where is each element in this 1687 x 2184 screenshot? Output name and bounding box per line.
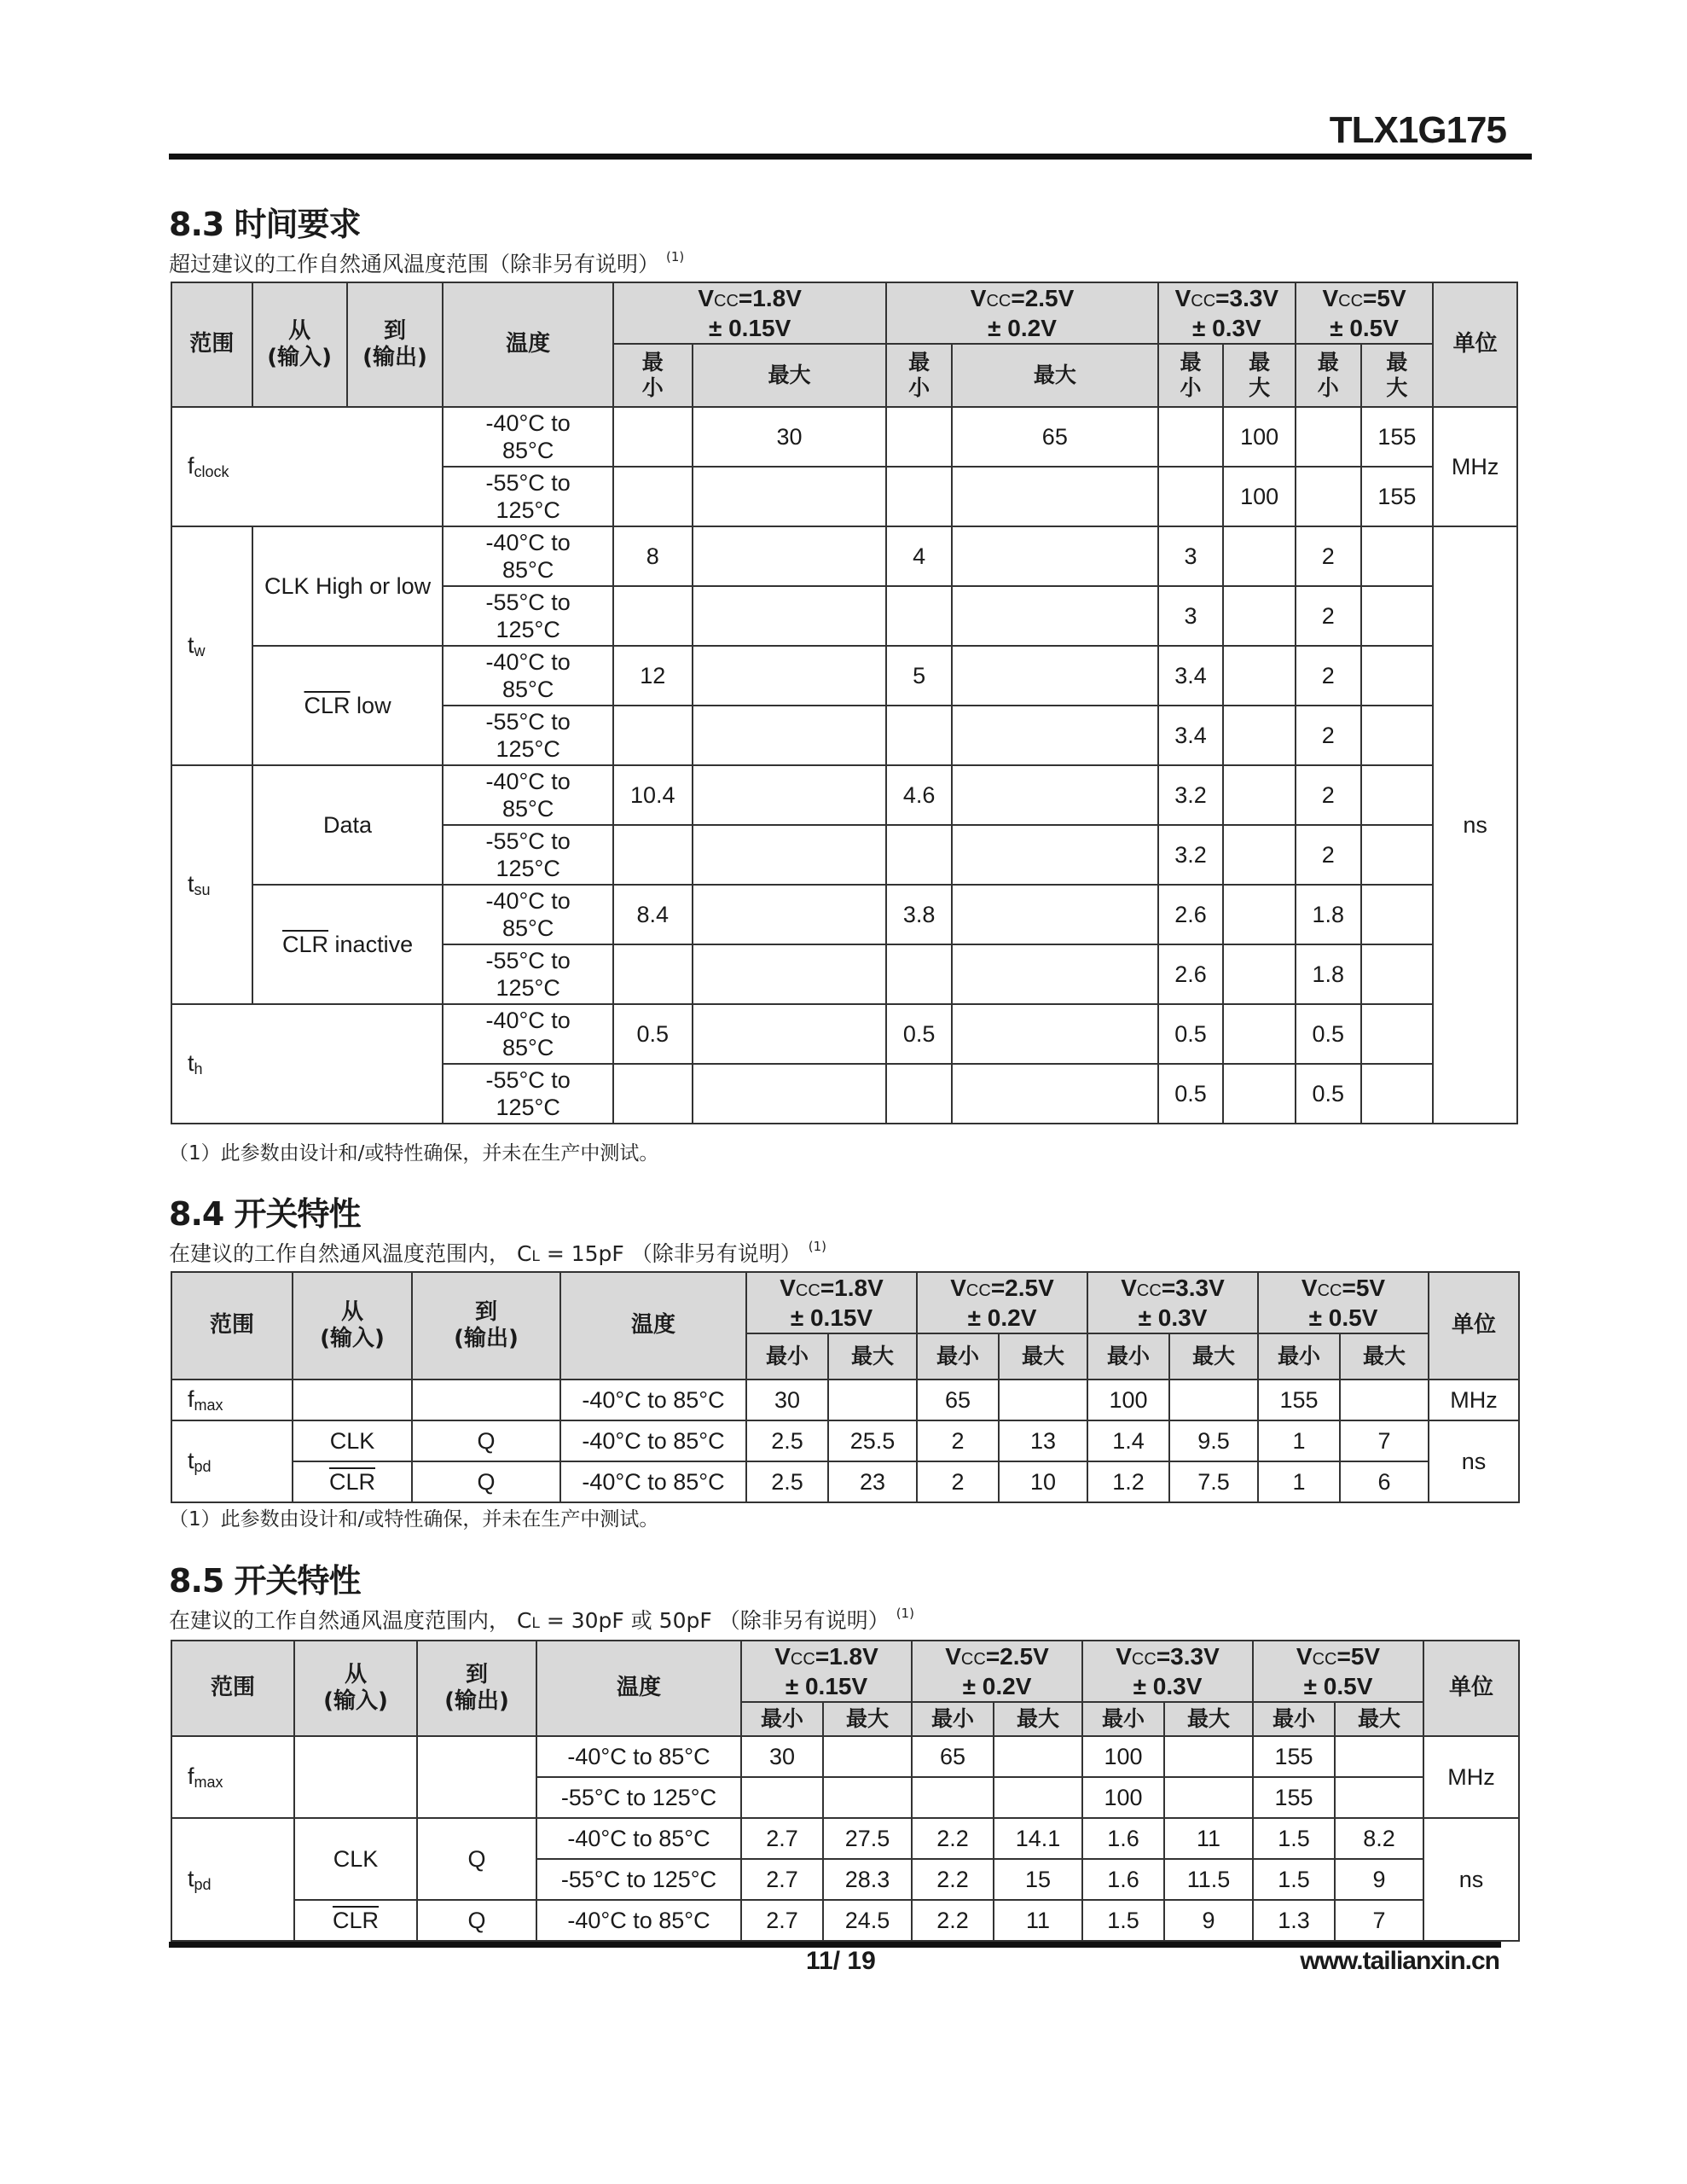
value-cell xyxy=(1223,646,1296,706)
col-min: 最小 xyxy=(1087,1333,1169,1380)
value-cell xyxy=(693,646,887,706)
value-cell: 3.4 xyxy=(1158,646,1224,706)
condition-cell: $\overline{CLR}$ inactive xyxy=(252,885,443,1004)
value-cell xyxy=(952,885,1158,944)
value-cell: 9 xyxy=(1164,1900,1253,1941)
col-temp: 温度 xyxy=(443,282,613,407)
value-cell xyxy=(886,944,952,1004)
value-cell: 9.5 xyxy=(1169,1420,1258,1461)
value-cell xyxy=(1223,706,1296,765)
value-cell xyxy=(1335,1736,1423,1777)
value-cell xyxy=(952,467,1158,526)
value-cell xyxy=(1169,1380,1258,1420)
value-cell xyxy=(994,1736,1082,1777)
temperature-cell: -55°C to 125°C xyxy=(443,586,613,646)
table-row xyxy=(171,1420,1519,1461)
temperature-cell: -40°C to 85°C xyxy=(443,526,613,586)
value-cell xyxy=(1164,1777,1253,1818)
value-cell: 1.2 xyxy=(1087,1461,1169,1502)
value-cell: 3.4 xyxy=(1158,706,1224,765)
value-cell: 7 xyxy=(1340,1420,1429,1461)
value-cell: 100 xyxy=(1082,1777,1164,1818)
col-vcc-2v5: VCC=2.5V ± 0.2V xyxy=(912,1641,1082,1702)
col-min: 最 小 xyxy=(1158,344,1224,407)
to-cell: Q xyxy=(417,1900,536,1941)
timing-requirements-table xyxy=(171,282,1518,1124)
col-max: 最大 xyxy=(1169,1333,1258,1380)
table-row xyxy=(171,765,1517,825)
from-cell xyxy=(294,1736,417,1818)
value-cell xyxy=(1223,1004,1296,1064)
value-cell: 27.5 xyxy=(823,1818,912,1859)
value-cell: 3.2 xyxy=(1158,825,1224,885)
footnote-ref: (1) xyxy=(808,1239,826,1254)
value-cell: 2.2 xyxy=(912,1859,994,1900)
value-cell xyxy=(1361,765,1434,825)
temperature-cell: -40°C to 85°C xyxy=(443,407,613,467)
value-cell xyxy=(1361,885,1434,944)
parameter-symbol: $t_{pd}$ xyxy=(171,1818,294,1941)
value-cell xyxy=(952,765,1158,825)
value-cell xyxy=(613,825,693,885)
value-cell xyxy=(1340,1380,1429,1420)
temperature-cell: -40°C to 85°C xyxy=(443,885,613,944)
value-cell: 3 xyxy=(1158,526,1224,586)
col-vcc-3v3: VCC=3.3V ± 0.3V xyxy=(1087,1272,1258,1333)
temperature-cell: -55°C to 125°C xyxy=(536,1777,741,1818)
value-cell: 100 xyxy=(1223,407,1296,467)
value-cell xyxy=(613,706,693,765)
temperature-cell: -55°C to 125°C xyxy=(443,1064,613,1124)
to-cell xyxy=(417,1736,536,1818)
temperature-cell: -40°C to 85°C xyxy=(536,1818,741,1859)
value-cell: 2.5 xyxy=(746,1420,828,1461)
value-cell xyxy=(1296,467,1361,526)
from-cell: $\overline{CLR}$ xyxy=(293,1461,412,1502)
value-cell xyxy=(1361,1004,1434,1064)
unit-cell: MHz xyxy=(1423,1736,1519,1818)
value-cell xyxy=(693,1004,887,1064)
value-cell xyxy=(1164,1736,1253,1777)
value-cell: 2.7 xyxy=(741,1859,823,1900)
to-cell: Q xyxy=(412,1420,560,1461)
value-cell: 2.2 xyxy=(912,1818,994,1859)
col-max: 最 大 xyxy=(1361,344,1434,407)
value-cell xyxy=(1223,944,1296,1004)
value-cell xyxy=(613,1064,693,1124)
temperature-cell: -40°C to 85°C xyxy=(560,1420,746,1461)
parameter-symbol: $f_{clock}$ xyxy=(171,407,443,526)
value-cell: 2.7 xyxy=(741,1818,823,1859)
value-cell: 3.2 xyxy=(1158,765,1224,825)
value-cell xyxy=(952,1004,1158,1064)
value-cell: 0.5 xyxy=(1158,1004,1224,1064)
value-cell: 10.4 xyxy=(613,765,693,825)
section-8-4-footnote: （1）此参数由设计和/或特性确保，并未在生产中测试。 xyxy=(169,1508,659,1531)
value-cell xyxy=(952,1064,1158,1124)
from-cell: CLK xyxy=(293,1420,412,1461)
temperature-cell: -40°C to 85°C xyxy=(443,1004,613,1064)
value-cell: 2.6 xyxy=(1158,944,1224,1004)
value-cell: 1.5 xyxy=(1253,1859,1335,1900)
col-min: 最小 xyxy=(912,1702,994,1736)
value-cell: 11 xyxy=(1164,1818,1253,1859)
value-cell xyxy=(613,407,693,467)
value-cell: 2 xyxy=(1296,586,1361,646)
col-to: 到 (输出) xyxy=(347,282,443,407)
temperature-cell: -55°C to 125°C xyxy=(443,467,613,526)
value-cell: 1.5 xyxy=(1082,1900,1164,1941)
value-cell: 0.5 xyxy=(1296,1064,1361,1124)
value-cell xyxy=(952,646,1158,706)
col-max: 最大 xyxy=(1164,1702,1253,1736)
col-max: 最大 xyxy=(1340,1333,1429,1380)
value-cell xyxy=(693,467,887,526)
from-cell xyxy=(293,1380,412,1420)
value-cell: 2.6 xyxy=(1158,885,1224,944)
value-cell: 0.5 xyxy=(1296,1004,1361,1064)
value-cell: 15 xyxy=(994,1859,1082,1900)
temperature-cell: -40°C to 85°C xyxy=(536,1900,741,1941)
value-cell xyxy=(952,825,1158,885)
to-cell: Q xyxy=(412,1461,560,1502)
value-cell xyxy=(693,586,887,646)
value-cell: 24.5 xyxy=(823,1900,912,1941)
page-number: 11/ 19 xyxy=(806,1947,876,1975)
value-cell xyxy=(886,825,952,885)
col-vcc-1v8: VCC=1.8V ± 0.15V xyxy=(741,1641,912,1702)
col-max: 最大 xyxy=(999,1333,1087,1380)
value-cell: 65 xyxy=(917,1380,999,1420)
temperature-cell: -40°C to 85°C xyxy=(443,646,613,706)
value-cell: 5 xyxy=(886,646,952,706)
col-to: 到 (输出) xyxy=(417,1641,536,1736)
value-cell: 100 xyxy=(1082,1736,1164,1777)
col-max: 最大 xyxy=(994,1702,1082,1736)
footnote-ref: (1) xyxy=(896,1606,914,1621)
col-unit: 单位 xyxy=(1429,1272,1519,1380)
section-8-5-subtitle: 在建议的工作自然通风温度范围内， CL = 30pF 或 50pF （除非另有说明） $^{(1)}$ xyxy=(169,1606,914,1633)
value-cell: 23 xyxy=(828,1461,917,1502)
section-8-4-subtitle: 在建议的工作自然通风温度范围内， CL = 15pF （除非另有说明） $^{(1)}$ xyxy=(169,1239,826,1266)
value-cell xyxy=(1296,407,1361,467)
condition-cell: Data xyxy=(252,765,443,885)
col-vcc-5v: VCC=5V ± 0.5V xyxy=(1258,1272,1429,1333)
header-row-1 xyxy=(171,282,1517,344)
website-link[interactable]: www.tailianxin.cn xyxy=(1300,1947,1499,1975)
value-cell xyxy=(886,467,952,526)
value-cell xyxy=(1223,1064,1296,1124)
value-cell xyxy=(828,1380,917,1420)
value-cell: 7.5 xyxy=(1169,1461,1258,1502)
value-cell xyxy=(1361,526,1434,586)
value-cell: 25.5 xyxy=(828,1420,917,1461)
value-cell xyxy=(1223,765,1296,825)
section-8-3-title: 8.3 时间要求 xyxy=(169,206,361,243)
temperature-cell: -40°C to 85°C xyxy=(443,765,613,825)
condition-cell: CLK High or low xyxy=(252,526,443,646)
value-cell: 2 xyxy=(1296,706,1361,765)
value-cell xyxy=(613,467,693,526)
unit-cell: MHz xyxy=(1433,407,1517,526)
value-cell xyxy=(886,1064,952,1124)
value-cell xyxy=(1361,944,1434,1004)
table-row xyxy=(171,646,1517,706)
value-cell: 8.4 xyxy=(613,885,693,944)
unit-cell: MHz xyxy=(1429,1380,1519,1420)
temperature-cell: -40°C to 85°C xyxy=(536,1736,741,1777)
value-cell xyxy=(693,944,887,1004)
value-cell: 4.6 xyxy=(886,765,952,825)
col-max: 最大 xyxy=(1335,1702,1423,1736)
parameter-symbol: $t_w$ xyxy=(171,526,252,765)
value-cell: 100 xyxy=(1223,467,1296,526)
value-cell: 2 xyxy=(917,1461,999,1502)
value-cell: 12 xyxy=(613,646,693,706)
value-cell: 65 xyxy=(912,1736,994,1777)
temperature-cell: -55°C to 125°C xyxy=(443,706,613,765)
col-min: 最 小 xyxy=(1296,344,1361,407)
value-cell xyxy=(741,1777,823,1818)
value-cell xyxy=(1158,407,1224,467)
value-cell xyxy=(1361,1064,1434,1124)
col-from: 从 (输入) xyxy=(294,1641,417,1736)
parameter-symbol: $f_{max}$ xyxy=(171,1736,294,1818)
value-cell: 155 xyxy=(1258,1380,1340,1420)
table-row xyxy=(171,407,1517,467)
value-cell: 30 xyxy=(741,1736,823,1777)
subtitle-text: 超过建议的工作自然通风温度范围（除非另有说明） xyxy=(169,252,660,276)
value-cell: 1 xyxy=(1258,1420,1340,1461)
value-cell: 2.2 xyxy=(912,1900,994,1941)
value-cell xyxy=(886,407,952,467)
col-min: 最小 xyxy=(746,1333,828,1380)
value-cell: 2.5 xyxy=(746,1461,828,1502)
value-cell: 155 xyxy=(1361,467,1434,526)
section-8-3-footnote: （1）此参数由设计和/或特性确保，并未在生产中测试。 xyxy=(169,1142,659,1165)
value-cell xyxy=(693,1064,887,1124)
value-cell xyxy=(1223,825,1296,885)
value-cell: 1.3 xyxy=(1253,1900,1335,1941)
value-cell xyxy=(823,1736,912,1777)
col-from: 从 (输入) xyxy=(293,1272,412,1380)
temperature-cell: -40°C to 85°C xyxy=(560,1461,746,1502)
value-cell: 3 xyxy=(1158,586,1224,646)
col-vcc-5v: VCC=5V ± 0.5V xyxy=(1296,282,1433,344)
temperature-cell: -40°C to 85°C xyxy=(560,1380,746,1420)
col-vcc-2v5: VCC=2.5V ± 0.2V xyxy=(886,282,1157,344)
table-row xyxy=(171,1461,1519,1502)
col-min: 最小 xyxy=(741,1702,823,1736)
value-cell xyxy=(912,1777,994,1818)
value-cell xyxy=(1361,586,1434,646)
col-temp: 温度 xyxy=(536,1641,741,1736)
col-max: 最大 xyxy=(828,1333,917,1380)
col-min: 最小 xyxy=(1253,1702,1335,1736)
value-cell xyxy=(1361,825,1434,885)
header-rule xyxy=(169,154,1532,160)
section-8-3-subtitle xyxy=(169,247,684,278)
col-temp: 温度 xyxy=(560,1272,746,1380)
col-from: 从 (输入) xyxy=(252,282,347,407)
value-cell: 10 xyxy=(999,1461,1087,1502)
value-cell: 2.7 xyxy=(741,1900,823,1941)
col-vcc-3v3: VCC=3.3V ± 0.3V xyxy=(1082,1641,1253,1702)
col-vcc-1v8: VCC=1.8V ± 0.15V xyxy=(746,1272,917,1333)
value-cell: 11 xyxy=(994,1900,1082,1941)
value-cell xyxy=(693,706,887,765)
value-cell: 3.8 xyxy=(886,885,952,944)
value-cell: 6 xyxy=(1340,1461,1429,1502)
value-cell: 100 xyxy=(1087,1380,1169,1420)
value-cell xyxy=(693,825,887,885)
value-cell xyxy=(1158,467,1224,526)
col-min: 最 小 xyxy=(886,344,952,407)
value-cell: 14.1 xyxy=(994,1818,1082,1859)
col-vcc-1v8: VCC=1.8V ± 0.15V xyxy=(613,282,886,344)
table-row xyxy=(171,1736,1519,1777)
col-max: 最 大 xyxy=(1223,344,1296,407)
to-cell: Q xyxy=(417,1818,536,1900)
header-row-1 xyxy=(171,1272,1519,1333)
col-unit: 单位 xyxy=(1423,1641,1519,1736)
value-cell: 1.6 xyxy=(1082,1859,1164,1900)
temperature-cell: -55°C to 125°C xyxy=(443,944,613,1004)
value-cell: 0.5 xyxy=(886,1004,952,1064)
value-cell xyxy=(823,1777,912,1818)
value-cell: 11.5 xyxy=(1164,1859,1253,1900)
value-cell xyxy=(1223,526,1296,586)
table-row xyxy=(171,1004,1517,1064)
value-cell xyxy=(952,526,1158,586)
table-row xyxy=(171,526,1517,586)
from-cell: CLK xyxy=(294,1818,417,1900)
col-range: 范围 xyxy=(171,1641,294,1736)
unit-cell: ns xyxy=(1433,526,1517,1124)
from-cell: $\overline{CLR}$ xyxy=(294,1900,417,1941)
value-cell: 2 xyxy=(1296,765,1361,825)
value-cell: 30 xyxy=(746,1380,828,1420)
value-cell xyxy=(886,706,952,765)
section-8-4-title: 8.4 开关特性 xyxy=(169,1195,361,1233)
value-cell xyxy=(693,765,887,825)
parameter-symbol: $f_{max}$ xyxy=(171,1380,293,1420)
table-row xyxy=(171,1900,1519,1941)
section-8-5-title: 8.5 开关特性 xyxy=(169,1562,361,1600)
value-cell: 9 xyxy=(1335,1859,1423,1900)
col-range: 范围 xyxy=(171,282,252,407)
switching-characteristics-30pf-table xyxy=(171,1640,1520,1942)
col-vcc-5v: VCC=5V ± 0.5V xyxy=(1253,1641,1423,1702)
condition-cell: $\overline{CLR}$ low xyxy=(252,646,443,765)
col-max: 最大 xyxy=(823,1702,912,1736)
value-cell: 8 xyxy=(613,526,693,586)
value-cell: 1.8 xyxy=(1296,885,1361,944)
value-cell xyxy=(999,1380,1087,1420)
value-cell xyxy=(613,944,693,1004)
col-min: 最小 xyxy=(917,1333,999,1380)
table-row xyxy=(171,1818,1519,1859)
col-range: 范围 xyxy=(171,1272,293,1380)
value-cell xyxy=(693,885,887,944)
value-cell: 155 xyxy=(1361,407,1434,467)
parameter-symbol: $t_{pd}$ xyxy=(171,1420,293,1502)
temperature-cell: -55°C to 125°C xyxy=(443,825,613,885)
col-vcc-3v3: VCC=3.3V ± 0.3V xyxy=(1158,282,1296,344)
value-cell: 2 xyxy=(917,1420,999,1461)
value-cell: 2 xyxy=(1296,526,1361,586)
value-cell: 8.2 xyxy=(1335,1818,1423,1859)
value-cell: 155 xyxy=(1253,1736,1335,1777)
unit-cell: ns xyxy=(1423,1818,1519,1941)
value-cell xyxy=(613,586,693,646)
value-cell: 65 xyxy=(952,407,1158,467)
value-cell xyxy=(1361,646,1434,706)
value-cell: 30 xyxy=(693,407,887,467)
value-cell xyxy=(994,1777,1082,1818)
value-cell xyxy=(952,706,1158,765)
value-cell xyxy=(1223,885,1296,944)
col-min: 最小 xyxy=(1258,1333,1340,1380)
col-min: 最 小 xyxy=(613,344,693,407)
footnote-ref: (1) xyxy=(666,249,685,264)
value-cell: 1 xyxy=(1258,1461,1340,1502)
switching-characteristics-15pf-table xyxy=(171,1271,1520,1503)
value-cell xyxy=(1223,586,1296,646)
value-cell: 2 xyxy=(1296,646,1361,706)
value-cell: 28.3 xyxy=(823,1859,912,1900)
value-cell: 1.5 xyxy=(1253,1818,1335,1859)
col-to: 到 (输出) xyxy=(412,1272,560,1380)
value-cell: 1.6 xyxy=(1082,1818,1164,1859)
temperature-cell: -55°C to 125°C xyxy=(536,1859,741,1900)
col-min: 最小 xyxy=(1082,1702,1164,1736)
value-cell xyxy=(693,526,887,586)
value-cell: 2 xyxy=(1296,825,1361,885)
value-cell xyxy=(1335,1777,1423,1818)
value-cell: 1.4 xyxy=(1087,1420,1169,1461)
value-cell: 13 xyxy=(999,1420,1087,1461)
value-cell: 155 xyxy=(1253,1777,1335,1818)
parameter-symbol: $t_h$ xyxy=(171,1004,443,1124)
unit-cell: ns xyxy=(1429,1420,1519,1502)
parameter-symbol: $t_{su}$ xyxy=(171,765,252,1004)
col-max: 最大 xyxy=(952,344,1158,407)
value-cell: 0.5 xyxy=(1158,1064,1224,1124)
value-cell: 4 xyxy=(886,526,952,586)
value-cell: 1.8 xyxy=(1296,944,1361,1004)
col-max: 最大 xyxy=(693,344,887,407)
to-cell xyxy=(412,1380,560,1420)
col-unit: 单位 xyxy=(1433,282,1517,407)
table-row xyxy=(171,1380,1519,1420)
value-cell xyxy=(952,944,1158,1004)
value-cell: 0.5 xyxy=(613,1004,693,1064)
value-cell xyxy=(1361,706,1434,765)
value-cell: 7 xyxy=(1335,1900,1423,1941)
table-row xyxy=(171,885,1517,944)
header-row-1 xyxy=(171,1641,1519,1702)
value-cell xyxy=(952,586,1158,646)
document-title: TLX1G175 xyxy=(1329,109,1506,151)
value-cell xyxy=(886,586,952,646)
col-vcc-2v5: VCC=2.5V ± 0.2V xyxy=(917,1272,1087,1333)
